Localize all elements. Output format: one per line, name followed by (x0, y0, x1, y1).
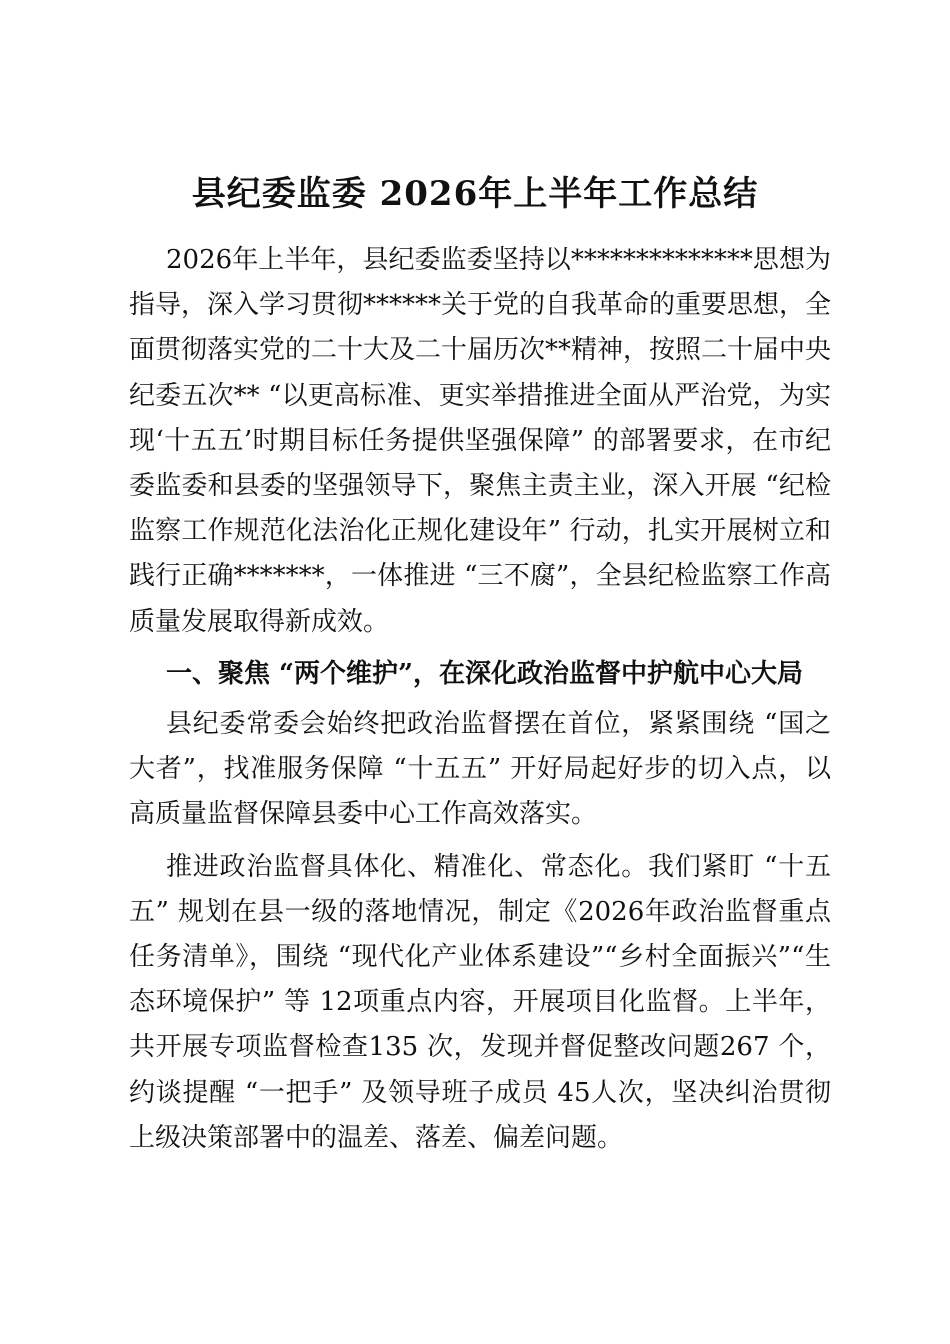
section-paragraph-2: 推进政治监督具体化、精准化、常态化。我们紧盯 “十五五” 规划在县一级的落地情况，制定《2026年政治监督重点任务清单》，围绕 “现代化产业体系建设”“乡村全面振兴”“生态环境保护” 等 12项重点内容，开展项目化监督。上半年，共开展专项监督检查135 次，发现并督促整改问题267 个，约谈提醒 “一把手” 及领导班子成员 45人次，坚决纠治贯彻上级决策部署中的温差、落差、偏差问题。 (129, 851, 831, 1153)
section-heading: 一、聚焦 “两个维护”，在深化政治监督中护航中心大局 (166, 658, 803, 689)
intro-paragraph: 2026年上半年，县纪委监委坚持以**************思想为指导，深入学习贯彻******关于党的自我革命的重要思想，全面贯彻落实党的二十大及二十届历次**精神，按照二十届中央纪委五次** “以更高标准、更实举措推进全面从严治党，为实现‘十五五’时期目标任务提供坚强保障” 的部署要求，在市纪委监委和县委的坚强领导下，聚焦主责主业，深入开展 “纪检监察工作规范化法治化正规化建设年” 行动，扎实开展树立和践行正确*******，一体推进 “三不腐”，全县纪检监察工作高质量发展取得新成效。 (129, 245, 832, 637)
section-paragraph-1: 县纪委常委会始终把政治监督摆在首位，紧紧围绕 “国之大者”，找准服务保障 “十五五” 开好局起好步的切入点，以高质量监督保障县委中心工作高效落实。 (129, 709, 831, 830)
document-body (129, 238, 831, 1168)
document-title: 县纪委监委 2026年上半年工作总结 (191, 174, 759, 214)
